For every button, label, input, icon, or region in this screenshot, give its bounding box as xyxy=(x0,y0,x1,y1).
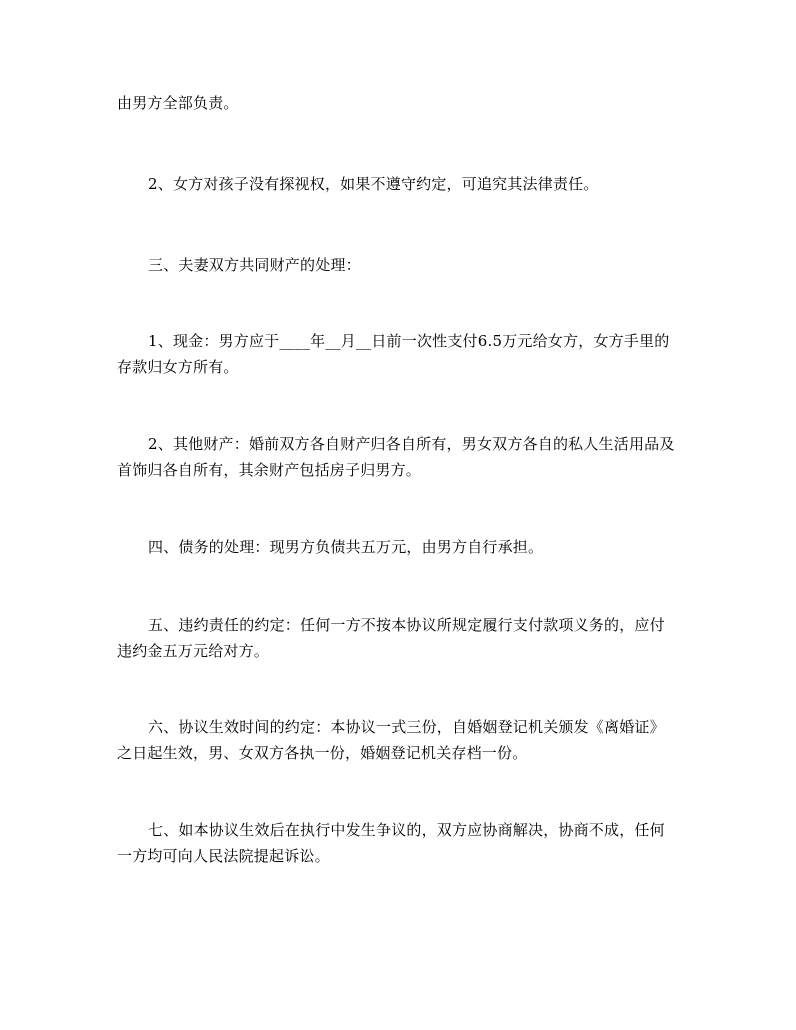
paragraph-continuation: 由男方全部负责。 xyxy=(117,94,239,112)
paragraph-cash-clause: 1、现金：男方应于____年__月__日前一次性支付6.5万元给女方，女方手里的存款归女方所有。 xyxy=(117,332,670,376)
paragraph-other-property-clause: 2、其他财产：婚前双方各自财产归各自所有，男女双方各自的私人生活用品及首饰归各自所有，其余财产包括房子归男方。 xyxy=(117,435,675,479)
section-dispute-resolution: 七、如本协议生效后在执行中发生争议的，双方应协商解决，协商不成，任何一方均可向人民法院提起诉讼。 xyxy=(117,821,665,865)
paragraph-visitation-clause: 2、女方对孩子没有探视权，如果不遵守约定，可追究其法律责任。 xyxy=(148,175,599,193)
section-heading-property: 三、夫妻双方共同财产的处理： xyxy=(148,256,361,274)
section-breach-liability: 五、违约责任的约定：任何一方不按本协议所规定履行支付款项义务的，应付违约金五万元给对方。 xyxy=(117,616,665,660)
section-effective-date: 六、协议生效时间的约定：本协议一式三份，自婚姻登记机关颁发《离婚证》之日起生效，男、女双方各执一份，婚姻登记机关存档一份。 xyxy=(117,718,665,762)
section-heading-debt: 四、债务的处理：现男方负债共五万元，由男方自行承担。 xyxy=(148,538,544,556)
